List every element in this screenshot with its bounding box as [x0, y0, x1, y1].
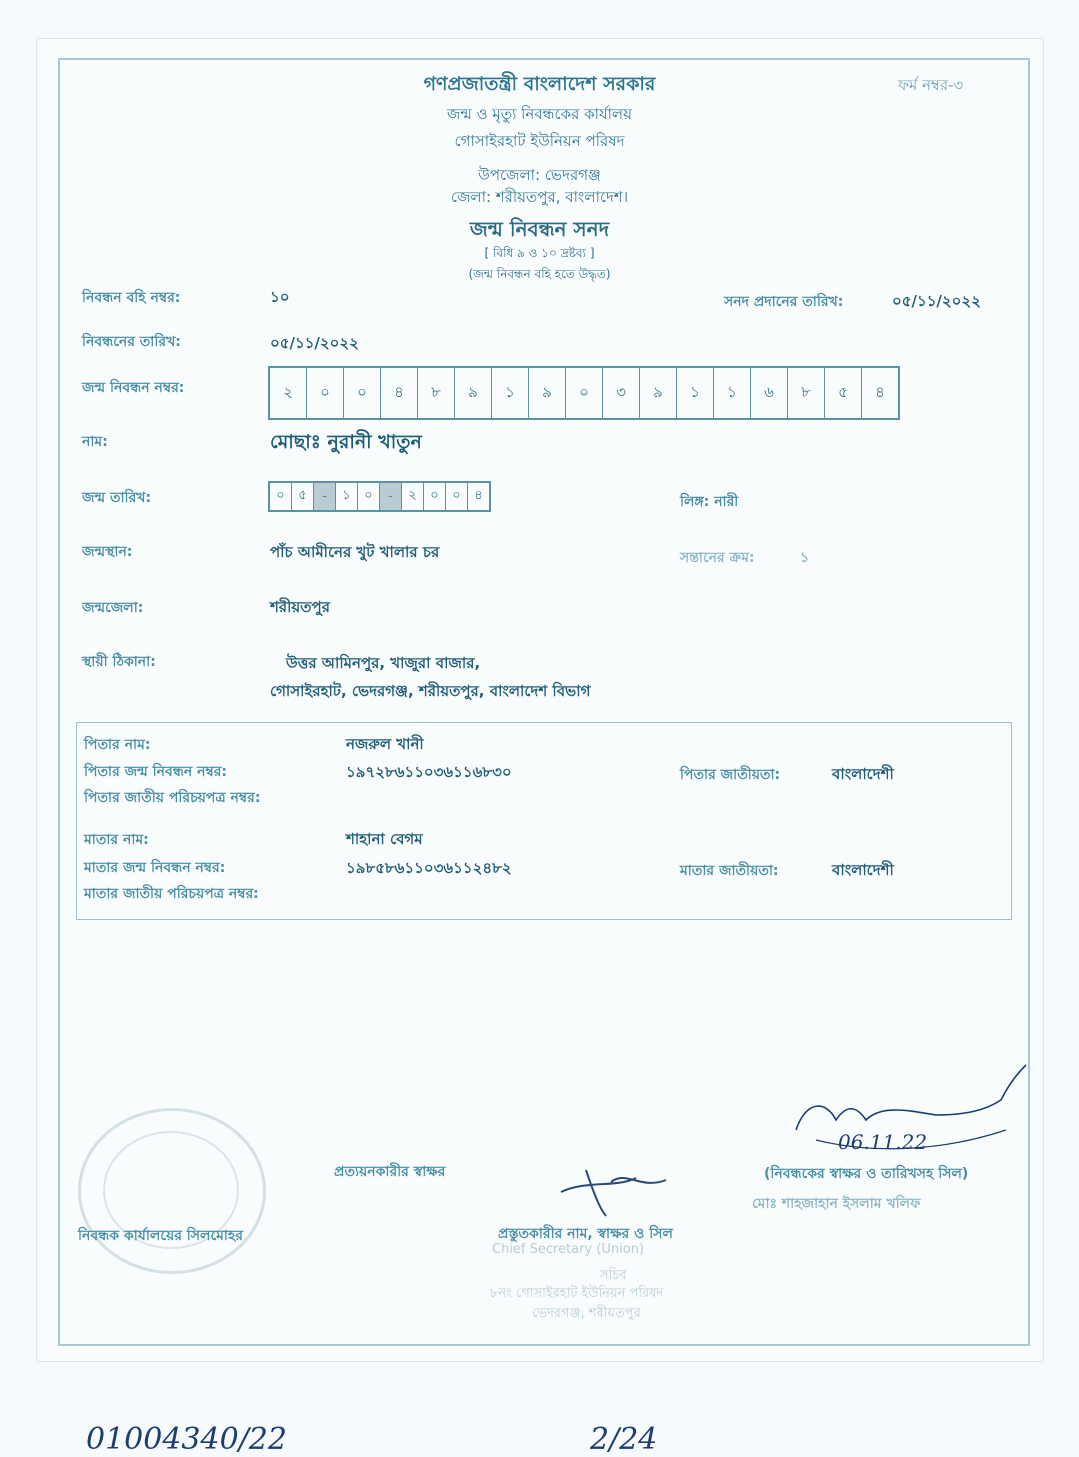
mother-name: শাহানা বেগম [346, 830, 423, 848]
reg-digit: ১ [677, 368, 714, 418]
child-order: ১ [800, 550, 810, 566]
book-number-label: নিবন্ধন বহি নম্বর: [82, 290, 181, 306]
rule-reference: [ বিধি ৯ ও ১০ দ্রষ্টব্য ] [484, 246, 595, 260]
reg-digit: ৯ [455, 368, 492, 418]
dob-separator: - [314, 483, 336, 510]
father-nid-label: পিতার জাতীয় পরিচয়পত্র নম্বর: [84, 790, 261, 806]
registrar-seal-label: নিবন্ধক কার্যালয়ের সিলমোহর [78, 1228, 243, 1244]
dob-cell: ৫ [292, 483, 314, 510]
dob-separator: - [380, 483, 402, 510]
stamp-line-4: ভেদরগঞ্জ, শরীয়তপুর [532, 1306, 641, 1321]
certificate-title: জন্ম নিবন্ধন সনদ [469, 217, 610, 241]
issuer-label: প্রস্তুতকারীর নাম, স্বাক্ষর ও সিল [498, 1226, 673, 1242]
birthplace-label: জন্মস্থান: [82, 544, 133, 560]
mother-name-label: মাতার নাম: [84, 832, 149, 848]
handwritten-reference: 01004340/22 [86, 1422, 287, 1457]
dob-cell: ১ [336, 483, 358, 510]
registration-date: ০৫/১১/২০২২ [270, 334, 359, 352]
union-seal-stamp [78, 1108, 266, 1274]
stamp-line-2: সচিব [600, 1268, 627, 1283]
reg-digit: ৮ [788, 368, 825, 418]
reg-digit: ০ [344, 368, 381, 418]
stamp-line-3: ৮নং গোসাইরহাট ইউনিয়ন পরিষদ [490, 1286, 664, 1301]
mother-reg-label: মাতার জন্ম নিবন্ধন নম্বর: [84, 860, 226, 876]
certificate-subtitle: (জন্ম নিবন্ধন বহি হতে উদ্ধৃত) [468, 267, 611, 281]
book-number: ১০ [270, 288, 290, 306]
reg-digit: ৪ [875, 382, 885, 401]
reg-digit: ৬ [751, 368, 788, 418]
reg-digit: ৫ [825, 368, 862, 418]
address-line-1: উত্তর আমিনপুর, খাজুরা বাজার, [286, 654, 481, 672]
dob-cell: ২ [402, 483, 424, 510]
union-name: গোসাইরহাট ইউনিয়ন পরিষদ [454, 132, 625, 150]
reg-digit: ১ [714, 368, 751, 418]
mother-nid-label: মাতার জাতীয় পরিচয়পত্র নম্বর: [84, 886, 259, 902]
registration-number-label: জন্ম নিবন্ধন নম্বর: [82, 380, 185, 396]
registration-number-boxes [268, 366, 900, 420]
birth-district-label: জন্মজেলা: [82, 600, 144, 616]
registration-date-label: নিবন্ধনের তারিখ: [82, 334, 181, 350]
mother-nationality-label: মাতার জাতীয়তা: [680, 863, 779, 879]
father-nationality: বাংলাদেশী [832, 765, 894, 783]
reg-digit: ২ [270, 368, 307, 418]
mother-reg-number: ১৯৮৫৮৬১১০৩৬১১২৪৮২ [346, 859, 512, 877]
child-order-label: সন্তানের ক্রম: [680, 550, 755, 566]
name-label: নাম: [82, 434, 108, 450]
address-line-2: গোসাইরহাট, ভেদরগঞ্জ, শরীয়তপুর, বাংলাদেশ বিভাগ [270, 682, 591, 700]
registrar-name: মোঃ শাহজাহান ইসলাম খলিফ [752, 1196, 921, 1212]
district-name: জেলা: শরীয়তপুর, বাংলাদেশ। [450, 188, 629, 206]
issue-date-label: সনদ প্রদানের তারিখ: [724, 294, 844, 310]
father-name-label: পিতার নাম: [84, 737, 151, 753]
reg-digit: ৮ [418, 368, 455, 418]
handwritten-note: 2/24 [590, 1422, 658, 1457]
father-reg-label: পিতার জন্ম নিবন্ধন নম্বর: [84, 764, 228, 780]
dob-cell: ০ [424, 483, 446, 510]
reg-digit: ৪ [381, 368, 418, 418]
verifier-signature-label: প্রত্যয়নকারীর স্বাক্ষর [334, 1164, 446, 1180]
dob-cell: ০ [358, 483, 380, 510]
stamp-line-1: Chief Secretary (Union) [492, 1242, 645, 1257]
address-label: স্থায়ী ঠিকানা: [82, 654, 156, 670]
government-title: গণপ্রজাতন্ত্রী বাংলাদেশ সরকার [423, 73, 656, 95]
issuer-signature [556, 1160, 676, 1220]
birthplace: পাঁচ আমীনের খুট খালার চর [270, 543, 440, 561]
upazila-name: উপজেলা: ভেদরগঞ্জ [478, 166, 601, 184]
signature-date: 06.11.22 [838, 1130, 928, 1154]
father-nationality-label: পিতার জাতীয়তা: [680, 767, 781, 783]
form-number: ফর্ম নম্বর-৩ [898, 76, 964, 94]
child-name: মোছাঃ নুরানী খাতুন [270, 431, 422, 453]
sex-field: লিঙ্গ: নারী [680, 494, 739, 510]
reg-digit: ৯ [640, 368, 677, 418]
birth-district: শরীয়তপুর [270, 598, 330, 616]
office-name: জন্ম ও মৃত্যু নিবন্ধকের কার্যালয় [447, 105, 632, 123]
reg-digit: ০ [566, 368, 603, 418]
dob-label: জন্ম তারিখ: [82, 490, 152, 506]
issue-date: ০৫/১১/২০২২ [892, 292, 981, 310]
father-reg-number: ১৯৭২৮৬১১০৩৬১১৬৮৩০ [346, 763, 512, 781]
father-name: নজরুল খানী [346, 735, 424, 753]
dob-cell: ৪ [474, 488, 483, 503]
registrar-signature-label: (নিবন্ধকের স্বাক্ষর ও তারিখসহ সিল) [764, 1166, 969, 1182]
dob-cell: ০ [270, 483, 292, 510]
reg-digit: ৩ [603, 368, 640, 418]
reg-digit: ৯ [529, 368, 566, 418]
mother-nationality: বাংলাদেশী [832, 861, 894, 879]
reg-digit: ১ [492, 368, 529, 418]
reg-digit: ০ [307, 368, 344, 418]
dob-boxes [268, 481, 491, 512]
dob-cell: ০ [446, 483, 468, 510]
